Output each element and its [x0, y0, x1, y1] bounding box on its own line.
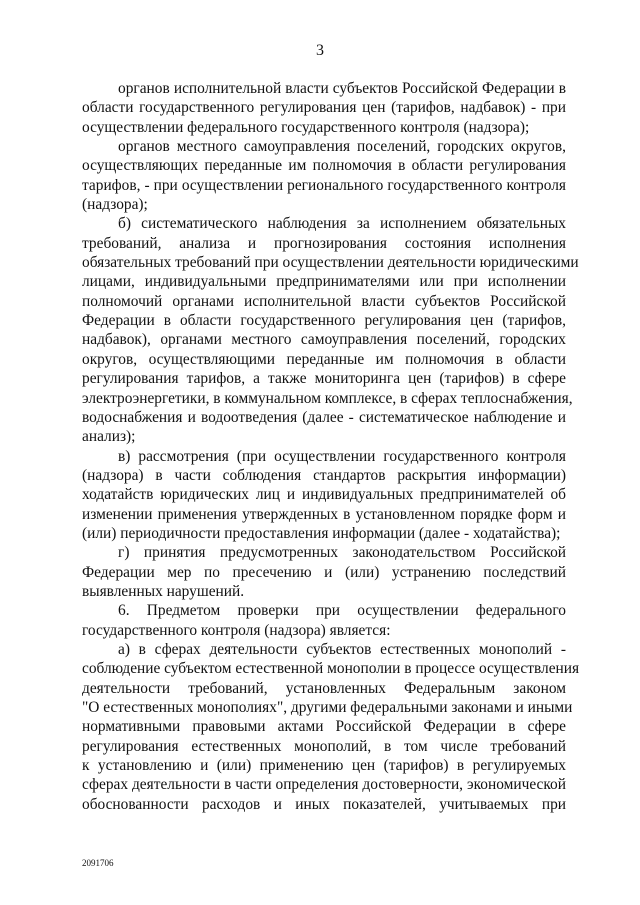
- text-line: г) принятия предусмотренных законодательством Российской: [118, 544, 566, 562]
- text-line: "О естественных монополиях", другими федеральными законами и иными: [82, 699, 573, 716]
- text-line: (надзора) в части соблюдения стандартов раскрытия информации): [82, 466, 566, 484]
- text-line: сферах деятельности в части определения достоверности, экономической: [82, 776, 566, 794]
- text-line: водоснабжения и водоотведения (далее - систематическое наблюдение и: [82, 408, 566, 426]
- text-line: органов местного самоуправления поселений, городских округов,: [118, 138, 566, 156]
- text-line: округов, осуществляющими переданные им полномочия в области: [82, 350, 566, 368]
- text-line: обязательных требований при осуществлении деятельности юридическими: [82, 254, 579, 272]
- text-line: б) систематического наблюдения за исполнением обязательных: [118, 215, 566, 233]
- text-line: лицами, индивидуальными предпринимателями или при исполнении: [82, 273, 566, 291]
- text-line: 6. Предметом проверки при осуществлении федерального: [118, 602, 566, 620]
- text-line: а) в сферах деятельности субъектов естественных монополий -: [118, 640, 566, 658]
- text-line: органов исполнительной власти субъектов Российской Федерации в: [118, 80, 566, 97]
- text-line: в) рассмотрения (при осуществлении государственного контроля: [118, 447, 566, 465]
- text-line: надбавок), органами местного самоуправления поселений, городских: [82, 331, 566, 349]
- text-line: обоснованности расходов и иных показателей, учитываемых при: [82, 795, 566, 813]
- text-line: Федерации в области государственного регулирования цен (тарифов,: [82, 312, 566, 330]
- text-line: (или) периодичности предоставления информации (далее - ходатайства);: [82, 524, 561, 542]
- document-code: 2091706: [82, 858, 114, 868]
- text-line: деятельности требований, установленных Федеральным законом: [82, 679, 566, 697]
- text-line: нормативными правовыми актами Российской Федерации в сфере: [82, 718, 566, 736]
- text-line: тарифов, - при осуществлении регионального государственного контроля: [82, 176, 566, 194]
- text-line: выявленных нарушений.: [82, 582, 245, 600]
- text-line: полномочий органами исполнительной власти субъектов Российской: [82, 292, 566, 310]
- text-line: изменении применения утвержденных в установленном порядке форм и: [82, 505, 566, 523]
- text-line: соблюдение субъектом естественной монополии в процессе осуществления: [82, 660, 580, 678]
- text-line: анализ);: [82, 428, 136, 446]
- text-line: к установлению и (или) применению цен (тарифов) в регулируемых: [82, 757, 566, 775]
- text-line: (надзора);: [82, 196, 148, 214]
- text-line: осуществлении федерального государственного контроля (надзора);: [82, 118, 530, 136]
- text-line: области государственного регулирования цен (тарифов, надбавок) - при: [82, 99, 566, 117]
- text-line: государственного контроля (надзора) является:: [82, 621, 391, 639]
- text-line: электроэнергетики, в коммунальном комплексе, в сферах теплоснабжения,: [82, 389, 573, 407]
- text-line: ходатайств юридических лиц и индивидуальных предпринимателей об: [82, 486, 566, 504]
- text-line: регулирования тарифов, а также мониторинга цен (тарифов) в сфере: [82, 370, 566, 388]
- text-line: регулирования естественных монополий, в том числе требований: [82, 737, 566, 755]
- page-number: 3: [316, 42, 324, 59]
- text-line: требований, анализа и прогнозирования состояния исполнения: [82, 234, 566, 252]
- document-body: [82, 79, 580, 814]
- text-line: Федерации мер по пресечению и (или) устранению последствий: [82, 563, 566, 581]
- text-line: осуществляющих переданные им полномочия в области регулирования: [82, 157, 566, 175]
